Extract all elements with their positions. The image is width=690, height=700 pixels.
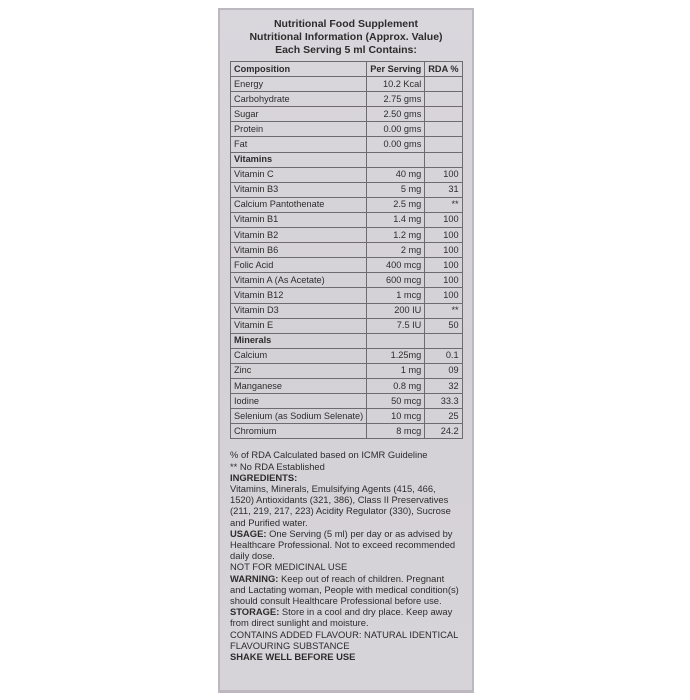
per-serving-cell: 1 mg — [367, 363, 425, 378]
table-row — [231, 348, 463, 363]
rda-cell: 100 — [425, 212, 462, 227]
rda-cell: 100 — [425, 228, 462, 243]
rda-cell: 50 — [425, 318, 462, 333]
flavour-note: CONTAINS ADDED FLAVOUR: NATURAL IDENTICAL FLAVOURING SUBSTANCE — [230, 628, 458, 651]
ingredients-text: Vitamins, Minerals, Emulsifying Agents (415, 466, 1520) Antioxidants (321, 386), Class II Preservatives (211, 219, 217, 223) Acidity Regulator (330), Sucrose and Purified water. — [230, 482, 451, 528]
label-header — [230, 18, 462, 57]
rda-cell: 31 — [425, 182, 462, 197]
composition-cell: Folic Acid — [231, 258, 367, 273]
table-section-row — [231, 152, 463, 167]
table-row — [231, 167, 463, 182]
per-serving-cell: 0.8 mg — [367, 378, 425, 393]
no-rda-note: ** No RDA Established — [230, 460, 325, 472]
table-row — [231, 122, 463, 137]
section-empty-cell — [367, 152, 425, 167]
per-serving-cell: 0.00 gms — [367, 137, 425, 152]
table-row — [231, 92, 463, 107]
per-serving-cell: 1.2 mg — [367, 228, 425, 243]
table-row — [231, 424, 463, 439]
per-serving-cell: 10.2 Kcal — [367, 77, 425, 92]
table-section-row — [231, 333, 463, 348]
nutrition-table-body — [231, 77, 463, 439]
per-serving-cell: 1 mcg — [367, 288, 425, 303]
composition-cell: Carbohydrate — [231, 92, 367, 107]
per-serving-cell: 7.5 IU — [367, 318, 425, 333]
storage-text: Store in a cool and dry place. Keep away from direct sunlight and moisture. — [230, 606, 453, 629]
rda-cell: 100 — [425, 288, 462, 303]
rda-cell: 100 — [425, 273, 462, 288]
rda-cell: 09 — [425, 363, 462, 378]
table-row — [231, 197, 463, 212]
composition-cell: Manganese — [231, 378, 367, 393]
composition-cell: Sugar — [231, 107, 367, 122]
per-serving-cell: 200 IU — [367, 303, 425, 318]
table-row — [231, 107, 463, 122]
composition-cell: Vitamin B2 — [231, 228, 367, 243]
composition-cell: Vitamin B3 — [231, 182, 367, 197]
rda-cell: ** — [425, 197, 462, 212]
table-header-row — [231, 62, 463, 77]
rda-cell: 32 — [425, 378, 462, 393]
rda-cell: 33.3 — [425, 394, 462, 409]
table-row — [231, 288, 463, 303]
table-row — [231, 137, 463, 152]
section-label: Minerals — [231, 333, 367, 348]
rda-cell: ** — [425, 303, 462, 318]
composition-cell: Vitamin B6 — [231, 243, 367, 258]
table-row — [231, 303, 463, 318]
rda-cell: 24.2 — [425, 424, 462, 439]
table-row — [231, 378, 463, 393]
composition-cell: Fat — [231, 137, 367, 152]
per-serving-cell: 400 mcg — [367, 258, 425, 273]
composition-cell: Vitamin C — [231, 167, 367, 182]
per-serving-cell: 1.4 mg — [367, 212, 425, 227]
section-empty-cell — [425, 152, 462, 167]
table-row — [231, 212, 463, 227]
rda-cell: 100 — [425, 243, 462, 258]
rda-cell: 100 — [425, 258, 462, 273]
storage-label: STORAGE: — [230, 606, 280, 618]
column-header-rda: RDA % — [425, 62, 462, 77]
rda-cell — [425, 77, 462, 92]
column-header-composition: Composition — [231, 62, 367, 77]
rda-cell — [425, 122, 462, 137]
supplement-label — [220, 10, 472, 690]
composition-cell: Energy — [231, 77, 367, 92]
section-empty-cell — [425, 333, 462, 348]
table-row — [231, 243, 463, 258]
composition-cell: Vitamin A (As Acetate) — [231, 273, 367, 288]
header-serving: Each Serving 5 ml Contains: — [275, 44, 417, 56]
rda-cell: 25 — [425, 409, 462, 424]
ingredients-label: INGREDIENTS: — [230, 471, 298, 483]
shake-note: SHAKE WELL BEFORE USE — [230, 651, 356, 662]
table-row — [231, 394, 463, 409]
rda-cell — [425, 107, 462, 122]
table-row — [231, 318, 463, 333]
warning-label: WARNING: — [230, 572, 279, 584]
usage-label: USAGE: — [230, 527, 267, 539]
table-row — [231, 228, 463, 243]
rda-cell — [425, 137, 462, 152]
warning-paragraph — [230, 573, 462, 607]
section-empty-cell — [367, 333, 425, 348]
storage-paragraph — [230, 606, 462, 628]
per-serving-cell: 50 mcg — [367, 394, 425, 409]
table-row — [231, 363, 463, 378]
per-serving-cell: 600 mcg — [367, 273, 425, 288]
composition-cell: Vitamin D3 — [231, 303, 367, 318]
per-serving-cell: 2.5 mg — [367, 197, 425, 212]
warning-text: Keep out of reach of children. Pregnant and Lactating woman, People with medical condition(s) should consult Healthcare Professional before use. — [230, 572, 459, 606]
rda-cell: 0.1 — [425, 348, 462, 363]
composition-cell: Chromium — [231, 424, 367, 439]
rda-cell: 100 — [425, 167, 462, 182]
table-row — [231, 409, 463, 424]
per-serving-cell: 0.00 gms — [367, 122, 425, 137]
per-serving-cell: 40 mg — [367, 167, 425, 182]
rda-note: % of RDA Calculated based on ICMR Guideline — [230, 449, 428, 461]
per-serving-cell: 5 mg — [367, 182, 425, 197]
composition-cell: Zinc — [231, 363, 367, 378]
composition-cell: Selenium (as Sodium Selenate) — [231, 409, 367, 424]
per-serving-cell: 2.50 gms — [367, 107, 425, 122]
composition-cell: Calcium Pantothenate — [231, 197, 367, 212]
usage-text: One Serving (5 ml) per day or as advised by Healthcare Professional. Not to exceed recommended daily dose. — [230, 527, 456, 562]
table-row — [231, 258, 463, 273]
not-medicinal-note: NOT FOR MEDICINAL USE — [230, 561, 348, 573]
rda-cell — [425, 92, 462, 107]
section-label: Vitamins — [231, 152, 367, 167]
header-subtitle: Nutritional Information (Approx. Value) — [249, 31, 443, 43]
label-notes — [230, 449, 462, 662]
composition-cell: Vitamin E — [231, 318, 367, 333]
composition-cell: Vitamin B1 — [231, 212, 367, 227]
table-row — [231, 182, 463, 197]
per-serving-cell: 8 mcg — [367, 424, 425, 439]
per-serving-cell: 2 mg — [367, 243, 425, 258]
per-serving-cell: 1.25mg — [367, 348, 425, 363]
composition-cell: Vitamin B12 — [231, 288, 367, 303]
composition-cell: Calcium — [231, 348, 367, 363]
composition-cell: Protein — [231, 122, 367, 137]
header-title: Nutritional Food Supplement — [273, 18, 419, 30]
per-serving-cell: 10 mcg — [367, 409, 425, 424]
nutrition-table — [230, 61, 463, 439]
composition-cell: Iodine — [231, 394, 367, 409]
table-row — [231, 77, 463, 92]
column-header-per-serving: Per Serving — [367, 62, 425, 77]
table-row — [231, 273, 463, 288]
usage-paragraph — [230, 528, 462, 562]
per-serving-cell: 2.75 gms — [367, 92, 425, 107]
